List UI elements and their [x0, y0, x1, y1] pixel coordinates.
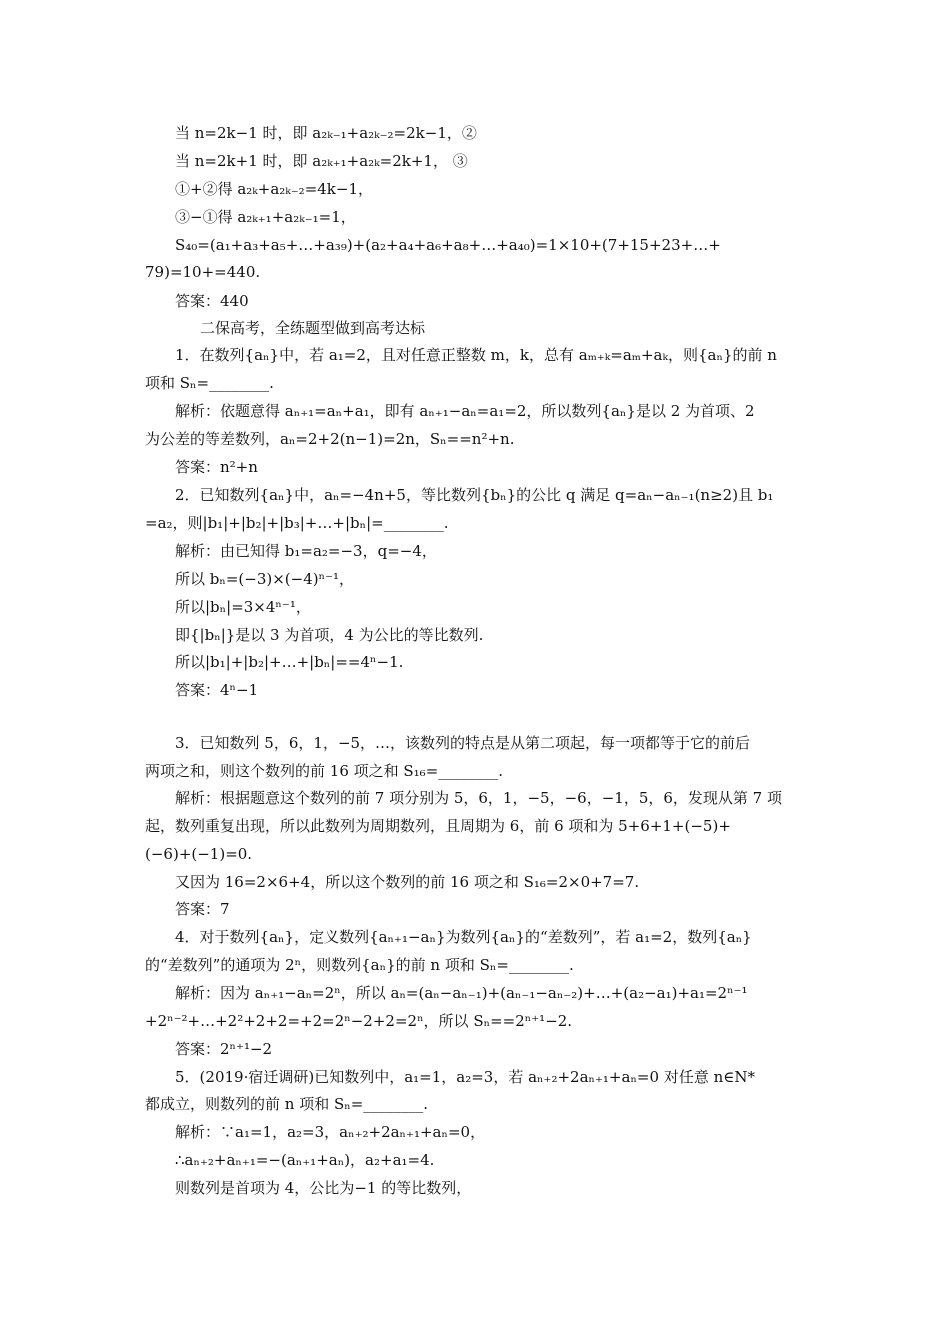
text-line: 解析：由已知得 b₁=a₂=−3，q=−4，	[175, 542, 437, 560]
text-line: 解析：∵a₁=1，a₂=3，aₙ₊₂+2aₙ₊₁+aₙ=0，	[175, 1123, 486, 1141]
text-line: 1．在数列{aₙ}中，若 a₁=2，且对任意正整数 m，k，总有 aₘ₊ₖ=aₘ+aₖ，则{aₙ}的前 n	[175, 346, 777, 364]
text-line: 5．(2019·宿迁调研)已知数列中，a₁=1，a₂=3，若 aₙ₊₂+2aₙ₊₁+aₙ=0 对任意 n∈N*	[175, 1068, 755, 1086]
text-line: 答案：440	[175, 292, 249, 310]
text-line: 答案：2ⁿ⁺¹−2	[175, 1040, 273, 1058]
text-line: =a₂，则|b₁|+|b₂|+|b₃|+…+|bₙ|=________.	[145, 514, 449, 532]
text-line: 的“差数列”的通项为 2ⁿ，则数列{aₙ}的前 n 项和 Sₙ=________.	[145, 956, 574, 974]
text-line: 都成立，则数列的前 n 项和 Sₙ=________.	[145, 1095, 429, 1113]
text-line: 2．已知数列{aₙ}中，aₙ=−4n+5，等比数列{bₙ}的公比 q 满足 q=aₙ−aₙ₋₁(n≥2)且 b₁	[175, 486, 774, 504]
text-line: 当 n=2k−1 时，即 a₂ₖ₋₁+a₂ₖ₋₂=2k−1，②	[175, 124, 477, 142]
text-line: S₄₀=(a₁+a₃+a₅+…+a₃₉)+(a₂+a₄+a₆+a₈+…+a₄₀)=1×10+(7+15+23+…+	[175, 236, 721, 254]
text-line: 所以|bₙ|=3×4ⁿ⁻¹，	[175, 598, 311, 616]
text-line: ∴aₙ₊₂+aₙ₊₁=−(aₙ₊₁+aₙ)，a₂+a₁=4.	[175, 1151, 435, 1169]
text-line: 3．已知数列 5，6，1，−5，…，该数列的特点是从第二项起，每一项都等于它的前后	[175, 734, 751, 752]
text-line: 为公差的等差数列，aₙ=2+2(n−1)=2n，Sₙ==n²+n.	[145, 430, 515, 448]
text-line: +2ⁿ⁻²+…+2²+2+2=+2=2ⁿ−2+2=2ⁿ，所以 Sₙ==2ⁿ⁺¹−2.	[145, 1012, 573, 1030]
text-line: 则数列是首项为 4，公比为−1 的等比数列，	[175, 1179, 472, 1197]
text-line: 答案：7	[175, 900, 230, 918]
text-line: 解析：依题意得 aₙ₊₁=aₙ+a₁，即有 aₙ₊₁−aₙ=a₁=2，所以数列{aₙ}是以 2 为首项、2	[175, 402, 755, 420]
text-line: (−6)+(−1)=0.	[145, 845, 253, 863]
text-line: ①+②得 a₂ₖ+a₂ₖ₋₂=4k−1，	[175, 180, 374, 198]
text-line: 答案：4ⁿ−1	[175, 681, 259, 699]
text-line: 起，数列重复出现，所以此数列为周期数列，且周期为 6，前 6 项和为 5+6+1+(−5)+	[145, 817, 731, 835]
text-line: 所以|b₁|+|b₂|+…+|bₙ|==4ⁿ−1.	[175, 653, 404, 671]
text-line: 两项之和，则这个数列的前 16 项之和 S₁₆=________.	[145, 762, 504, 780]
text-line: 当 n=2k+1 时，即 a₂ₖ₊₁+a₂ₖ=2k+1， ③	[175, 152, 468, 170]
text-line: 项和 Sₙ=________.	[145, 374, 274, 392]
text-line: 二保高考，全练题型做到高考达标	[200, 319, 426, 337]
text-line: 解析：根据题意这个数列的前 7 项分别为 5，6，1，−5，−6，−1，5，6，发现从第 7 项	[175, 789, 782, 807]
text-line: 答案：n²+n	[175, 458, 258, 476]
text-line: 又因为 16=2×6+4，所以这个数列的前 16 项之和 S₁₆=2×0+7=7.	[175, 873, 640, 891]
text-line: 解析：因为 aₙ₊₁−aₙ=2ⁿ，所以 aₙ=(aₙ−aₙ₋₁)+(aₙ₋₁−aₙ₋₂)+…+(a₂−a₁)+a₁=2ⁿ⁻¹	[175, 984, 748, 1002]
text-line: ③−①得 a₂ₖ₊₁+a₂ₖ₋₁=1，	[175, 208, 356, 226]
text-line: 即{|bₙ|}是以 3 为首项，4 为公比的等比数列.	[175, 626, 484, 644]
text-line: 4．对于数列{aₙ}，定义数列{aₙ₊₁−aₙ}为数列{aₙ}的“差数列”，若 a₁=2，数列{aₙ}	[175, 928, 752, 946]
text-line: 所以 bₙ=(−3)×(−4)ⁿ⁻¹，	[175, 570, 355, 588]
text-line: 79)=10+=440.	[145, 263, 261, 281]
